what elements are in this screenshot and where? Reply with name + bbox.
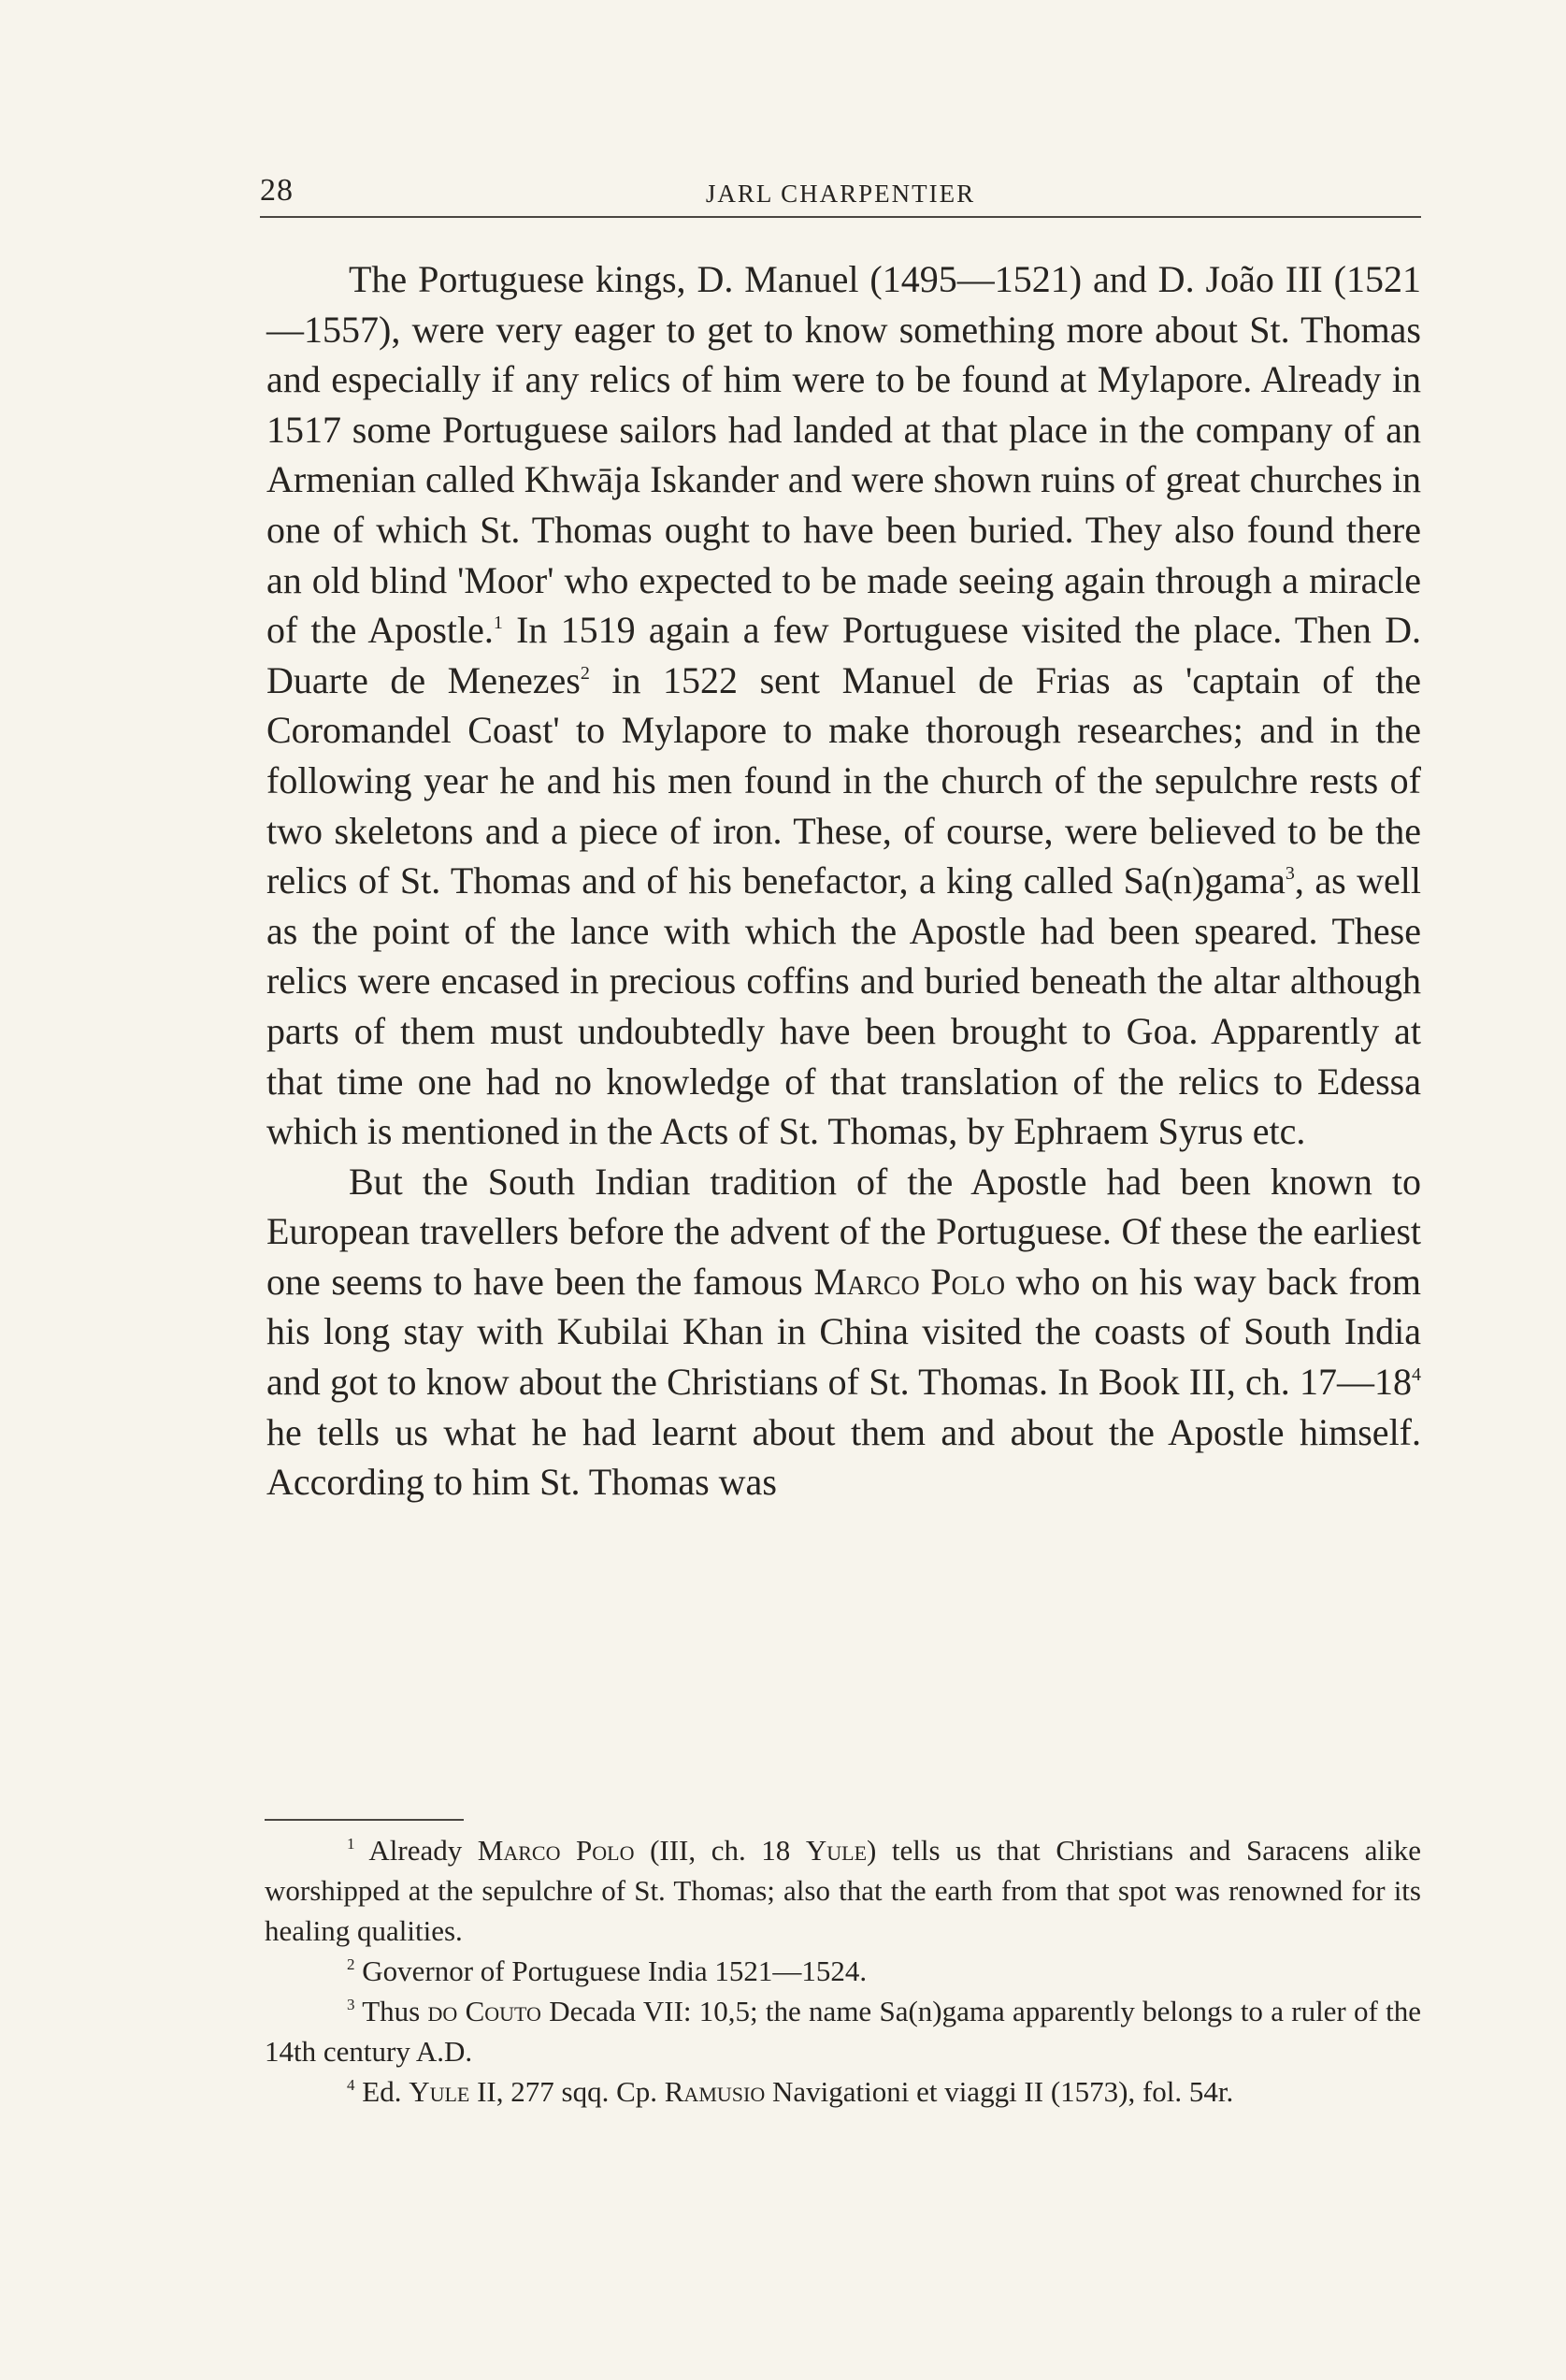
footnote-author-name: Marco Polo — [477, 1834, 635, 1867]
footnote-ref-4[interactable]: 4 — [1412, 1364, 1421, 1386]
footnote-1 — [265, 1830, 1421, 1951]
page-header — [260, 171, 1421, 218]
footnote-number: 4 — [347, 2076, 355, 2095]
footnote-text: (III, ch. 18 — [634, 1834, 806, 1867]
footnote-text: ) tells us that Christians and Saracens alike worshipped at the sepulchre of St. Thomas; also that the earth from that spot was renowned for its healing qualities. — [265, 1834, 1421, 1947]
footnote-separator — [265, 1819, 464, 1821]
footnote-author-name: Yule — [409, 2075, 470, 2108]
paragraph-text: who on his way back from his long stay with Kubilai Khan in China visited the coasts of South India and got to know about the Christians of St. Thomas. In Book III, ch. 17—18 — [266, 1260, 1421, 1404]
footnote-author-name: do Couto — [427, 1995, 541, 2027]
footnote-3 — [265, 1991, 1421, 2071]
footnote-text: Governor of Portuguese India 1521—1524. — [354, 1954, 868, 1987]
footnote-ref-2[interactable]: 2 — [580, 662, 590, 684]
footnote-number: 1 — [347, 1835, 355, 1854]
paragraph-2 — [266, 1157, 1421, 1507]
footnote-author-name: Yule — [805, 1834, 868, 1867]
paragraph-text: , as well as the point of the lance with which the Apostle had been speared. These relics were encased in precious coffins and buried beneath the altar although parts of them must undoubtedly have been brought to Goa. Apparently at that time one had no knowledge of that translation of the relics to Edessa which is mentioned in the Acts of St. Thomas, by Ephraem Syrus etc. — [266, 859, 1422, 1153]
footnote-text: Ed. — [354, 2075, 409, 2108]
paragraph-text: he tells us what he had learnt about them and about the Apostle himself. According to him St. Thomas was — [266, 1410, 1421, 1504]
running-title: JARL CHARPENTIER — [705, 180, 976, 208]
footnote-text: Thus — [354, 1995, 428, 2027]
footnote-ref-3[interactable]: 3 — [1285, 863, 1295, 885]
footnote-text: Navigationi et viaggi II (1573), fol. 54r. — [765, 2075, 1234, 2108]
footnote-2 — [265, 1951, 1421, 1991]
author-name-marco-polo: Marco Polo — [813, 1260, 1006, 1303]
footnote-4 — [265, 2071, 1421, 2112]
footnote-text: Decada VII: 10,5; the name Sa(n)gama apparently belongs to a ruler of the 14th century A.D. — [265, 1995, 1421, 2068]
page-number: 28 — [260, 173, 294, 208]
paragraph-text: The Portuguese kings, D. Manuel (1495—1521) and D. João III (1521—1557), were very eager to get to know something more about St. Thomas and especially if any relics of him were to be found at Mylapore. Already in 1517 some Portuguese sailors had landed at that place in the company of an Armenian called Khwāja Iskander and were shown ruins of great churches in one of which St. Thomas ought to have been buried. They also found there an old blind 'Moor' who expected to be made seeing again through a miracle of the Apostle. — [266, 258, 1421, 652]
footnote-number: 3 — [347, 1996, 355, 2014]
paragraph-text: But the South Indian tradition of the Apostle had been known to European travellers before the advent of the Portuguese. Of these the earliest one seems to have been the famous — [266, 1160, 1421, 1303]
footnote-text: II, 277 sqq. Cp. — [469, 2075, 665, 2108]
footnotes — [265, 1830, 1421, 2112]
footnote-ref-1[interactable]: 1 — [493, 613, 503, 634]
paragraph-text: In 1519 again a few Portuguese visited the place. Then D. Duarte de Menezes — [266, 609, 1421, 701]
footnote-text: Already — [354, 1834, 478, 1867]
footnote-author-name: Ramusio — [664, 2075, 766, 2108]
paragraph-1 — [266, 254, 1421, 1157]
footnote-number: 2 — [347, 1955, 355, 1974]
main-text — [266, 254, 1421, 1507]
paragraph-text: in 1522 sent Manuel de Frias as 'captain of the Coromandel Coast' to Mylapore to make thorough researches; and in the following year he and his men found in the church of the sepulchre rests of two skeletons and a piece of iron. These, of course, were believed to be the relics of St. Thomas and of his benefactor, a king called Sa(n)gama — [266, 658, 1421, 902]
